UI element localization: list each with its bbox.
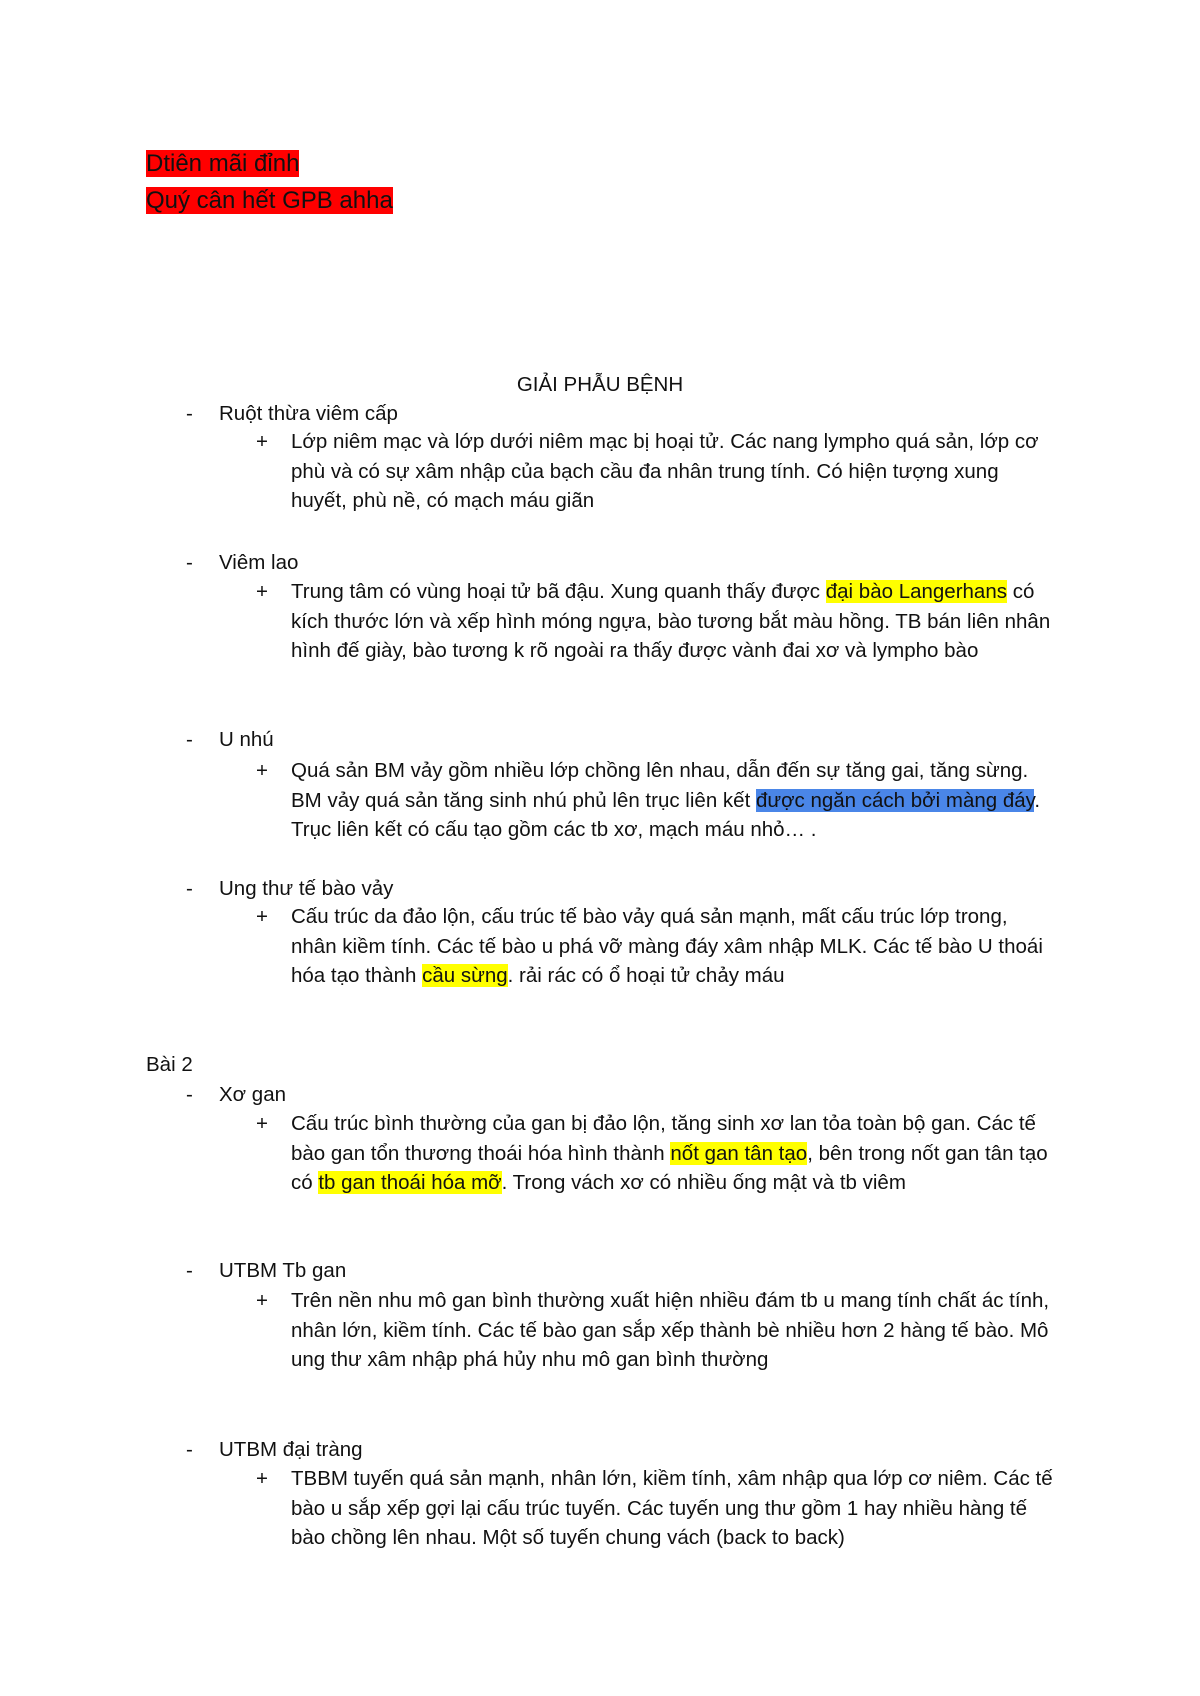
section-title: Bài 2 xyxy=(146,1053,193,1076)
list-item-body-text xyxy=(291,756,1056,845)
list-item-body-text xyxy=(291,902,1056,991)
list-item-body-text xyxy=(291,1109,1056,1198)
list-item-body xyxy=(256,1464,1056,1553)
list-item-body-text xyxy=(291,427,1056,516)
dash-marker: - xyxy=(186,551,193,574)
list-item-heading-text: Ruột thừa viêm cấp xyxy=(219,402,398,425)
highlighted-text: đại bào Langerhans xyxy=(825,580,1007,603)
text-run: . rải rác có ổ hoại tử chảy máu xyxy=(507,964,785,988)
list-item-heading-text: Viêm lao xyxy=(219,551,299,574)
text-run: có kích thước lớn và xếp hình móng ngựa, bào tương bắt màu hồng. TB bán liên nhân hình đế giày, bào tương k rõ ngoài ra thấy được vành đai xơ và lympho bào xyxy=(291,580,1051,663)
plus-marker: + xyxy=(256,1112,268,1135)
text-run: Lớp niêm mạc và lớp dưới niêm mạc bị hoại tử. Các nang lympho quá sản, lớp cơ phù và có sự xâm nhập của bạch cầu đa nhân trung tính. Có hiện tượng xung huyết, phù nề, có mạch máu giãn xyxy=(291,430,1039,513)
text-run: , bên trong nốt gan tân tạo có xyxy=(291,1141,1048,1195)
text-run: . Trong vách xơ có nhiều ống mật và tb viêm xyxy=(501,1171,906,1195)
list-item-heading xyxy=(186,1258,346,1284)
list-item-body xyxy=(256,1286,1056,1375)
list-item-body-text xyxy=(291,1464,1056,1553)
list-item-body-text xyxy=(291,1286,1056,1375)
text-run: TBBM tuyến quá sản mạnh, nhân lớn, kiềm tính, xâm nhập qua lớp cơ niêm. Các tế bào u sắp xếp gợi lại cấu trúc tuyến. Các tuyến ung thư gồm 1 hay nhiều hàng tế bào chồng lên nhau. Một số tuyến chung vách (back to back) xyxy=(291,1467,1053,1550)
highlighted-text: cầu sừng xyxy=(422,964,508,988)
plus-marker: + xyxy=(256,759,268,782)
list-item-heading xyxy=(186,1437,363,1463)
plus-marker: + xyxy=(256,1289,268,1312)
text-run: Cấu trúc da đảo lộn, cấu trúc tế bào vảy quá sản mạnh, mất cấu trúc lớp trong, nhân kiềm tính. Các tế bào u phá vỡ màng đáy xâm nhập MLK. Các tế bào U thoái hóa tạo thành xyxy=(291,905,1043,988)
text-run: . Trục liên kết có cấu tạo gồm các tb xơ, mạch máu nhỏ… . xyxy=(291,788,1041,842)
plus-marker: + xyxy=(256,1467,268,1490)
list-item-heading xyxy=(186,727,274,753)
header-line-2 xyxy=(146,184,393,217)
list-item-body xyxy=(256,1109,1056,1198)
list-item-heading-text: U nhú xyxy=(219,728,274,751)
highlighted-text: được ngăn cách bởi màng đáy xyxy=(755,788,1035,812)
list-item-heading-text: UTBM đại tràng xyxy=(219,1438,363,1461)
plus-marker: + xyxy=(256,430,268,453)
list-item-body xyxy=(256,756,1056,845)
list-item-heading-text: Xơ gan xyxy=(219,1083,287,1106)
text-run: Trung tâm có vùng hoại tử bã đậu. Xung quanh thấy được xyxy=(291,580,826,603)
list-item-body xyxy=(256,427,1056,516)
text-run: Trên nền nhu mô gan bình thường xuất hiện nhiều đám tb u mang tính chất ác tính, nhân lớn, kiềm tính. Các tế bào gan sắp xếp thành bè nhiều hơn 2 hàng tế bào. Mô ung thư xâm nhập phá hủy nhu mô gan bình thường xyxy=(291,1289,1050,1372)
page-title: GIẢI PHẪU BỆNH xyxy=(516,373,684,396)
header-line-1-text: Dtiên mãi đỉnh xyxy=(146,150,300,177)
dash-marker: - xyxy=(186,1083,193,1106)
dash-marker: - xyxy=(186,402,193,425)
list-item-heading-text: UTBM Tb gan xyxy=(219,1259,347,1282)
list-item-body xyxy=(256,577,1056,666)
list-item-heading xyxy=(186,876,393,902)
header-line-1 xyxy=(146,147,299,180)
plus-marker: + xyxy=(256,905,268,928)
list-item-heading xyxy=(186,550,298,576)
highlighted-text: tb gan thoái hóa mỡ xyxy=(318,1171,502,1195)
text-run: Cấu trúc bình thường của gan bị đảo lộn, tăng sinh xơ lan tỏa toàn bộ gan. Các tế bào gan tổn thương thoái hóa hình thành xyxy=(291,1112,1036,1165)
list-item-heading-text: Ung thư tế bào vảy xyxy=(219,877,394,900)
list-item-heading xyxy=(186,1082,286,1108)
text-run: Quá sản BM vảy gồm nhiều lớp chồng lên nhau, dẫn đến sự tăng gai, tăng sừng. BM vảy quá sản tăng sinh nhú phủ lên trục liên kết xyxy=(291,759,1029,812)
highlighted-text: nốt gan tân tạo xyxy=(670,1141,808,1165)
dash-marker: - xyxy=(186,1438,193,1461)
plus-marker: + xyxy=(256,580,268,603)
list-item-body xyxy=(256,902,1056,991)
dash-marker: - xyxy=(186,728,193,751)
list-item-body-text xyxy=(291,577,1056,666)
header-line-2-text: Quý cân hết GPB ahha xyxy=(146,187,393,214)
dash-marker: - xyxy=(186,1259,193,1282)
list-item-heading xyxy=(186,401,398,427)
dash-marker: - xyxy=(186,877,193,900)
